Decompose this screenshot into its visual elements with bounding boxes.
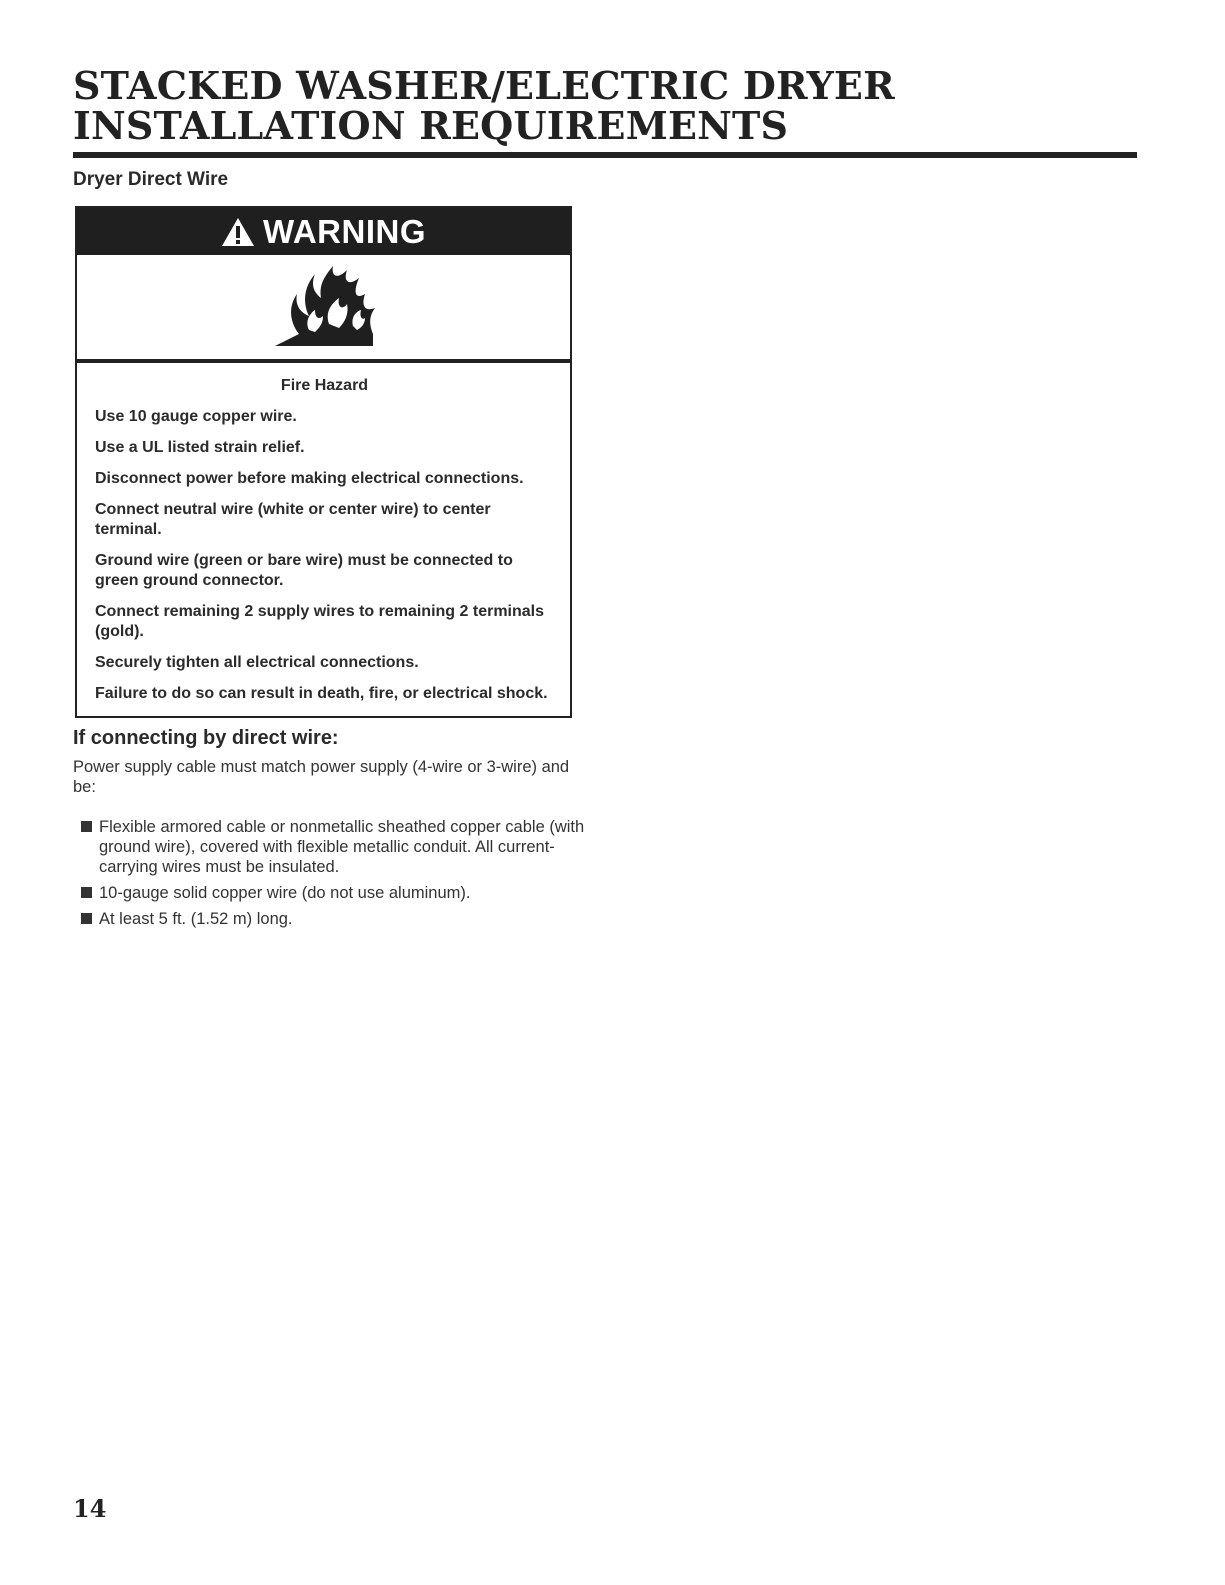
square-bullet-icon (81, 821, 92, 832)
list-item (73, 909, 593, 929)
fire-icon (269, 264, 379, 350)
square-bullet-icon (81, 887, 92, 898)
requirements-list (73, 817, 593, 935)
warning-header (77, 208, 570, 255)
direct-wire-intro: Power supply cable must match power supply (4-wire or 3-wire) and be: (73, 758, 570, 796)
section-heading: Dryer Direct Wire (73, 169, 229, 190)
list-item-text: 10-gauge solid copper wire (do not use aluminum). (99, 884, 471, 902)
warning-header-label: WARNING (263, 212, 426, 250)
warning-box (75, 206, 572, 718)
warning-line: Connect remaining 2 supply wires to remaining 2 terminals (gold). (95, 603, 544, 640)
warning-line: Use 10 gauge copper wire. (95, 408, 297, 425)
warning-line: Use a UL listed strain relief. (95, 439, 305, 456)
square-bullet-icon (81, 913, 92, 924)
title-rule (73, 152, 1137, 158)
warning-line: Securely tighten all electrical connections. (95, 654, 419, 671)
list-item-text: At least 5 ft. (1.52 m) long. (99, 910, 293, 928)
warning-line: Failure to do so can result in death, fire, or electrical shock. (95, 685, 548, 702)
warning-body (77, 363, 570, 704)
list-item (73, 817, 593, 877)
page-number: 14 (73, 1494, 107, 1523)
hazard-panel (77, 255, 570, 359)
warning-triangle-icon (221, 217, 255, 247)
hazard-title: Fire Hazard (280, 377, 369, 394)
warning-line: Disconnect power before making electrical connections. (95, 470, 524, 487)
direct-wire-heading: If connecting by direct wire: (73, 727, 339, 749)
list-item (73, 883, 593, 903)
warning-line: Ground wire (green or bare wire) must be connected to green ground connector. (95, 552, 513, 589)
page-title: STACKED WASHER/ELECTRIC DRYER INSTALLATION REQUIREMENTS (73, 63, 895, 148)
warning-line: Connect neutral wire (white or center wire) to center terminal. (95, 501, 491, 538)
list-item-text: Flexible armored cable or nonmetallic sheathed copper cable (with ground wire), covered with flexible metallic conduit. All current-carrying wires must be insulated. (99, 818, 585, 876)
